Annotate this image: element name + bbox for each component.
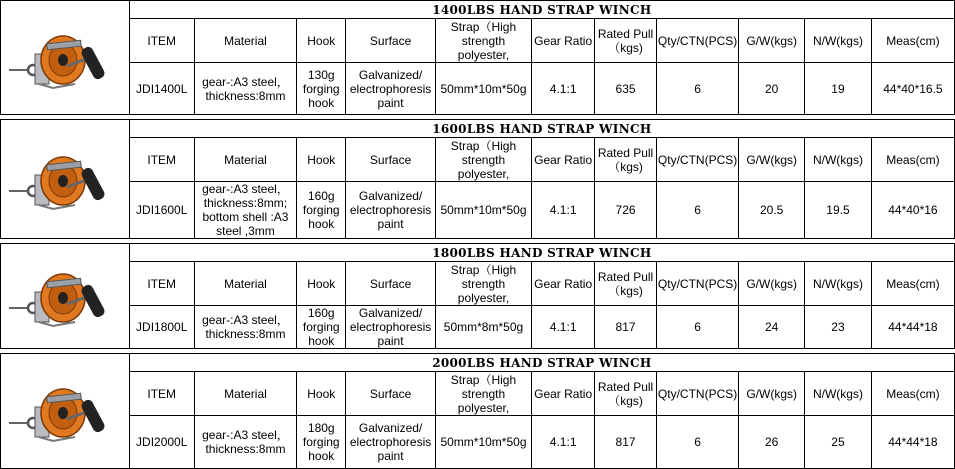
header-rated-pull-text: Rated Pull（kgs) xyxy=(597,379,654,408)
product-title-row xyxy=(1,354,955,372)
item-code: JDI1800L xyxy=(136,320,188,334)
cell-surface xyxy=(346,416,436,469)
header-surface xyxy=(346,372,436,416)
header-gear-ratio-text: Gear Ratio xyxy=(534,152,593,167)
hand-winch-image xyxy=(9,252,121,340)
cell-strap xyxy=(435,182,531,239)
hook-text: 160g forging hook xyxy=(302,189,340,231)
product-title xyxy=(129,1,954,19)
hook-text: 130g forging hook xyxy=(302,67,340,110)
header-material xyxy=(194,372,296,416)
material-text: gear-:A3 steel，thickness:8mm; bottom shell :A3 steel ,3mm xyxy=(202,182,289,238)
header-material-text: Material xyxy=(224,152,267,167)
header-gw-text: G/W(kgs) xyxy=(746,386,798,401)
header-item-text: ITEM xyxy=(147,152,177,167)
strap-text: 50mm*10m*50g xyxy=(440,81,527,96)
header-gw-text: G/W(kgs) xyxy=(746,276,798,291)
cell-material xyxy=(194,416,296,469)
header-item-text: ITEM xyxy=(147,33,177,48)
header-rated-pull xyxy=(595,372,657,416)
cell-hook xyxy=(297,63,346,115)
header-meas xyxy=(871,372,954,416)
cell-gw xyxy=(739,416,805,469)
header-material-text: Material xyxy=(224,386,267,401)
header-strap-text: Strap（High strength polyester, xyxy=(450,138,517,181)
header-strap-text: Strap（High strength polyester, xyxy=(450,19,517,62)
cell-strap xyxy=(435,306,531,349)
cell-gw xyxy=(739,306,805,349)
header-surface-text: Surface xyxy=(369,386,412,401)
header-item xyxy=(129,262,194,306)
strap-text: 50mm*10m*50g xyxy=(440,203,527,217)
cell-nw xyxy=(805,416,872,469)
header-gw xyxy=(739,138,805,182)
meas-text: 44*44*18 xyxy=(888,320,938,334)
header-qty-ctn xyxy=(656,138,738,182)
hook-text: 180g forging hook xyxy=(302,421,340,463)
header-meas-text: Meas(cm) xyxy=(886,33,940,48)
header-row xyxy=(1,138,955,182)
product-title-text: 2000LBS HAND STRAP WINCH xyxy=(432,355,652,370)
header-material xyxy=(194,19,296,63)
winch-image-cell xyxy=(1,354,130,469)
header-rated-pull-text: Rated Pull（kgs) xyxy=(597,269,654,298)
cell-meas xyxy=(871,416,954,469)
header-item xyxy=(129,19,194,63)
gear-ratio-text: 4.1:1 xyxy=(549,435,577,449)
cell-nw xyxy=(805,306,872,349)
item-code: JDI1400L xyxy=(136,81,188,96)
cell-meas xyxy=(871,306,954,349)
header-meas xyxy=(871,19,954,63)
header-nw-text: N/W(kgs) xyxy=(812,386,863,401)
cell-surface xyxy=(346,306,436,349)
cell-material xyxy=(194,306,296,349)
surface-text: Galvanized/ electrophoresis paint xyxy=(349,189,432,231)
product-title-text: 1400LBS HAND STRAP WINCH xyxy=(432,2,652,17)
header-meas-text: Meas(cm) xyxy=(886,152,940,167)
header-strap xyxy=(435,262,531,306)
header-rated-pull-text: Rated Pull（kgs) xyxy=(597,145,654,174)
cell-strap xyxy=(435,63,531,115)
header-material xyxy=(194,138,296,182)
header-gear-ratio-text: Gear Ratio xyxy=(534,386,593,401)
cell-item xyxy=(129,306,194,349)
header-gw-text: G/W(kgs) xyxy=(746,33,798,48)
header-item-text: ITEM xyxy=(147,276,177,291)
hook-text: 160g forging hook xyxy=(302,306,340,348)
cell-hook xyxy=(297,306,346,349)
cell-item xyxy=(129,416,194,469)
meas-text: 44*40*16 xyxy=(888,203,938,217)
cell-gear-ratio xyxy=(532,63,595,115)
cell-meas xyxy=(871,182,954,239)
winch-image-cell xyxy=(1,1,130,115)
product-title xyxy=(129,354,954,372)
header-gear-ratio xyxy=(532,138,595,182)
header-row xyxy=(1,262,955,306)
header-gw xyxy=(739,262,805,306)
cell-nw xyxy=(805,63,872,115)
qty-text: 6 xyxy=(694,81,701,96)
material-text: gear-:A3 steel，thickness:8mm xyxy=(202,428,289,456)
header-material-text: Material xyxy=(224,276,267,291)
gear-ratio-text: 4.1:1 xyxy=(549,203,577,217)
rated-pull-text: 726 xyxy=(615,203,636,217)
header-material xyxy=(194,262,296,306)
gw-text: 20.5 xyxy=(760,203,784,217)
cell-gear-ratio xyxy=(532,416,595,469)
qty-text: 6 xyxy=(694,435,701,449)
header-nw xyxy=(805,138,872,182)
header-hook xyxy=(297,372,346,416)
nw-text: 25 xyxy=(831,435,845,449)
header-strap-text: Strap（High strength polyester, xyxy=(450,372,517,415)
header-rated-pull xyxy=(595,138,657,182)
header-gear-ratio xyxy=(532,372,595,416)
cell-qty xyxy=(656,63,738,115)
cell-rated-pull xyxy=(595,306,657,349)
cell-item xyxy=(129,182,194,239)
cell-meas xyxy=(871,63,954,115)
surface-text: Galvanized/ electrophoresis paint xyxy=(349,306,432,348)
header-meas-text: Meas(cm) xyxy=(886,386,940,401)
header-hook xyxy=(297,138,346,182)
rated-pull-text: 817 xyxy=(615,320,636,334)
header-item xyxy=(129,138,194,182)
header-nw xyxy=(805,262,872,306)
cell-nw xyxy=(805,182,872,239)
item-code: JDI2000L xyxy=(136,435,188,449)
header-meas xyxy=(871,138,954,182)
cell-qty xyxy=(656,306,738,349)
header-surface-text: Surface xyxy=(369,33,412,48)
header-surface-text: Surface xyxy=(369,276,412,291)
cell-strap xyxy=(435,416,531,469)
header-nw xyxy=(805,19,872,63)
product-row xyxy=(1,306,955,349)
header-gw xyxy=(739,19,805,63)
cell-material xyxy=(194,182,296,239)
cell-gw xyxy=(739,182,805,239)
product-row xyxy=(1,416,955,469)
material-text: gear-:A3 steel，thickness:8mm xyxy=(202,313,289,341)
header-row xyxy=(1,19,955,63)
header-item-text: ITEM xyxy=(147,386,177,401)
cell-gear-ratio xyxy=(532,182,595,239)
header-hook-text: Hook xyxy=(307,33,336,48)
header-row xyxy=(1,372,955,416)
header-meas xyxy=(871,262,954,306)
cell-hook xyxy=(297,416,346,469)
product-title-row xyxy=(1,120,955,138)
hand-winch-image xyxy=(9,135,121,223)
cell-surface xyxy=(346,182,436,239)
hand-winch-image xyxy=(9,367,121,455)
product-row xyxy=(1,63,955,115)
material-text: gear-:A3 steel，thickness:8mm xyxy=(202,74,289,103)
header-qty-ctn xyxy=(656,19,738,63)
header-nw-text: N/W(kgs) xyxy=(812,276,863,291)
header-qty-ctn xyxy=(656,262,738,306)
cell-gear-ratio xyxy=(532,306,595,349)
surface-text: Galvanized/ electrophoresis paint xyxy=(349,421,432,463)
header-nw-text: N/W(kgs) xyxy=(812,33,863,48)
header-surface xyxy=(346,262,436,306)
header-gear-ratio-text: Gear Ratio xyxy=(534,33,593,48)
qty-text: 6 xyxy=(694,320,701,334)
product-row xyxy=(1,182,955,239)
header-strap xyxy=(435,138,531,182)
winch-image-cell xyxy=(1,120,130,239)
header-nw-text: N/W(kgs) xyxy=(812,152,863,167)
header-qty-text: Qty/CTN(PCS) xyxy=(657,33,738,48)
header-hook xyxy=(297,19,346,63)
header-rated-pull xyxy=(595,262,657,306)
header-nw xyxy=(805,372,872,416)
cell-material xyxy=(194,63,296,115)
winch-image-cell xyxy=(1,244,130,349)
qty-text: 6 xyxy=(694,203,701,217)
header-qty-ctn xyxy=(656,372,738,416)
gw-text: 24 xyxy=(765,320,779,334)
gw-text: 26 xyxy=(765,435,779,449)
gear-ratio-text: 4.1:1 xyxy=(549,81,577,96)
product-title-row xyxy=(1,244,955,262)
nw-text: 19.5 xyxy=(826,203,850,217)
product-title-text: 1800LBS HAND STRAP WINCH xyxy=(432,245,652,260)
header-meas-text: Meas(cm) xyxy=(886,276,940,291)
header-qty-text: Qty/CTN(PCS) xyxy=(657,276,738,291)
header-item xyxy=(129,372,194,416)
header-hook-text: Hook xyxy=(307,386,336,401)
header-gear-ratio-text: Gear Ratio xyxy=(534,276,593,291)
cell-rated-pull xyxy=(595,182,657,239)
header-strap xyxy=(435,19,531,63)
header-surface xyxy=(346,19,436,63)
header-surface-text: Surface xyxy=(369,152,412,167)
header-gear-ratio xyxy=(532,19,595,63)
surface-text: Galvanized/ electrophoresis paint xyxy=(349,67,432,110)
header-rated-pull xyxy=(595,19,657,63)
strap-text: 50mm*10m*50g xyxy=(440,435,527,449)
cell-gw xyxy=(739,63,805,115)
nw-text: 19 xyxy=(831,81,845,96)
header-hook xyxy=(297,262,346,306)
header-gw-text: G/W(kgs) xyxy=(746,152,798,167)
nw-text: 23 xyxy=(831,320,845,334)
product-title-row xyxy=(1,1,955,19)
header-strap-text: Strap（High strength polyester, xyxy=(450,262,517,305)
gear-ratio-text: 4.1:1 xyxy=(549,320,577,334)
header-surface xyxy=(346,138,436,182)
cell-qty xyxy=(656,416,738,469)
cell-rated-pull xyxy=(595,416,657,469)
meas-text: 44*44*18 xyxy=(888,435,938,449)
meas-text: 44*40*16.5 xyxy=(883,81,943,96)
header-gw xyxy=(739,372,805,416)
product-title xyxy=(129,244,954,262)
header-qty-text: Qty/CTN(PCS) xyxy=(657,386,738,401)
product-title-text: 1600LBS HAND STRAP WINCH xyxy=(432,121,652,136)
product-title xyxy=(129,120,954,138)
cell-surface xyxy=(346,63,436,115)
header-hook-text: Hook xyxy=(307,276,336,291)
header-gear-ratio xyxy=(532,262,595,306)
strap-text: 50mm*8m*50g xyxy=(443,320,524,334)
hand-winch-image xyxy=(9,14,121,102)
gw-text: 20 xyxy=(765,81,779,96)
header-qty-text: Qty/CTN(PCS) xyxy=(657,152,738,167)
item-code: JDI1600L xyxy=(136,203,188,217)
rated-pull-text: 817 xyxy=(615,435,636,449)
cell-qty xyxy=(656,182,738,239)
header-material-text: Material xyxy=(224,33,267,48)
cell-item xyxy=(129,63,194,115)
header-hook-text: Hook xyxy=(307,152,336,167)
rated-pull-text: 635 xyxy=(615,81,636,96)
cell-rated-pull xyxy=(595,63,657,115)
cell-hook xyxy=(297,182,346,239)
header-strap xyxy=(435,372,531,416)
header-rated-pull-text: Rated Pull（kgs) xyxy=(597,26,654,55)
